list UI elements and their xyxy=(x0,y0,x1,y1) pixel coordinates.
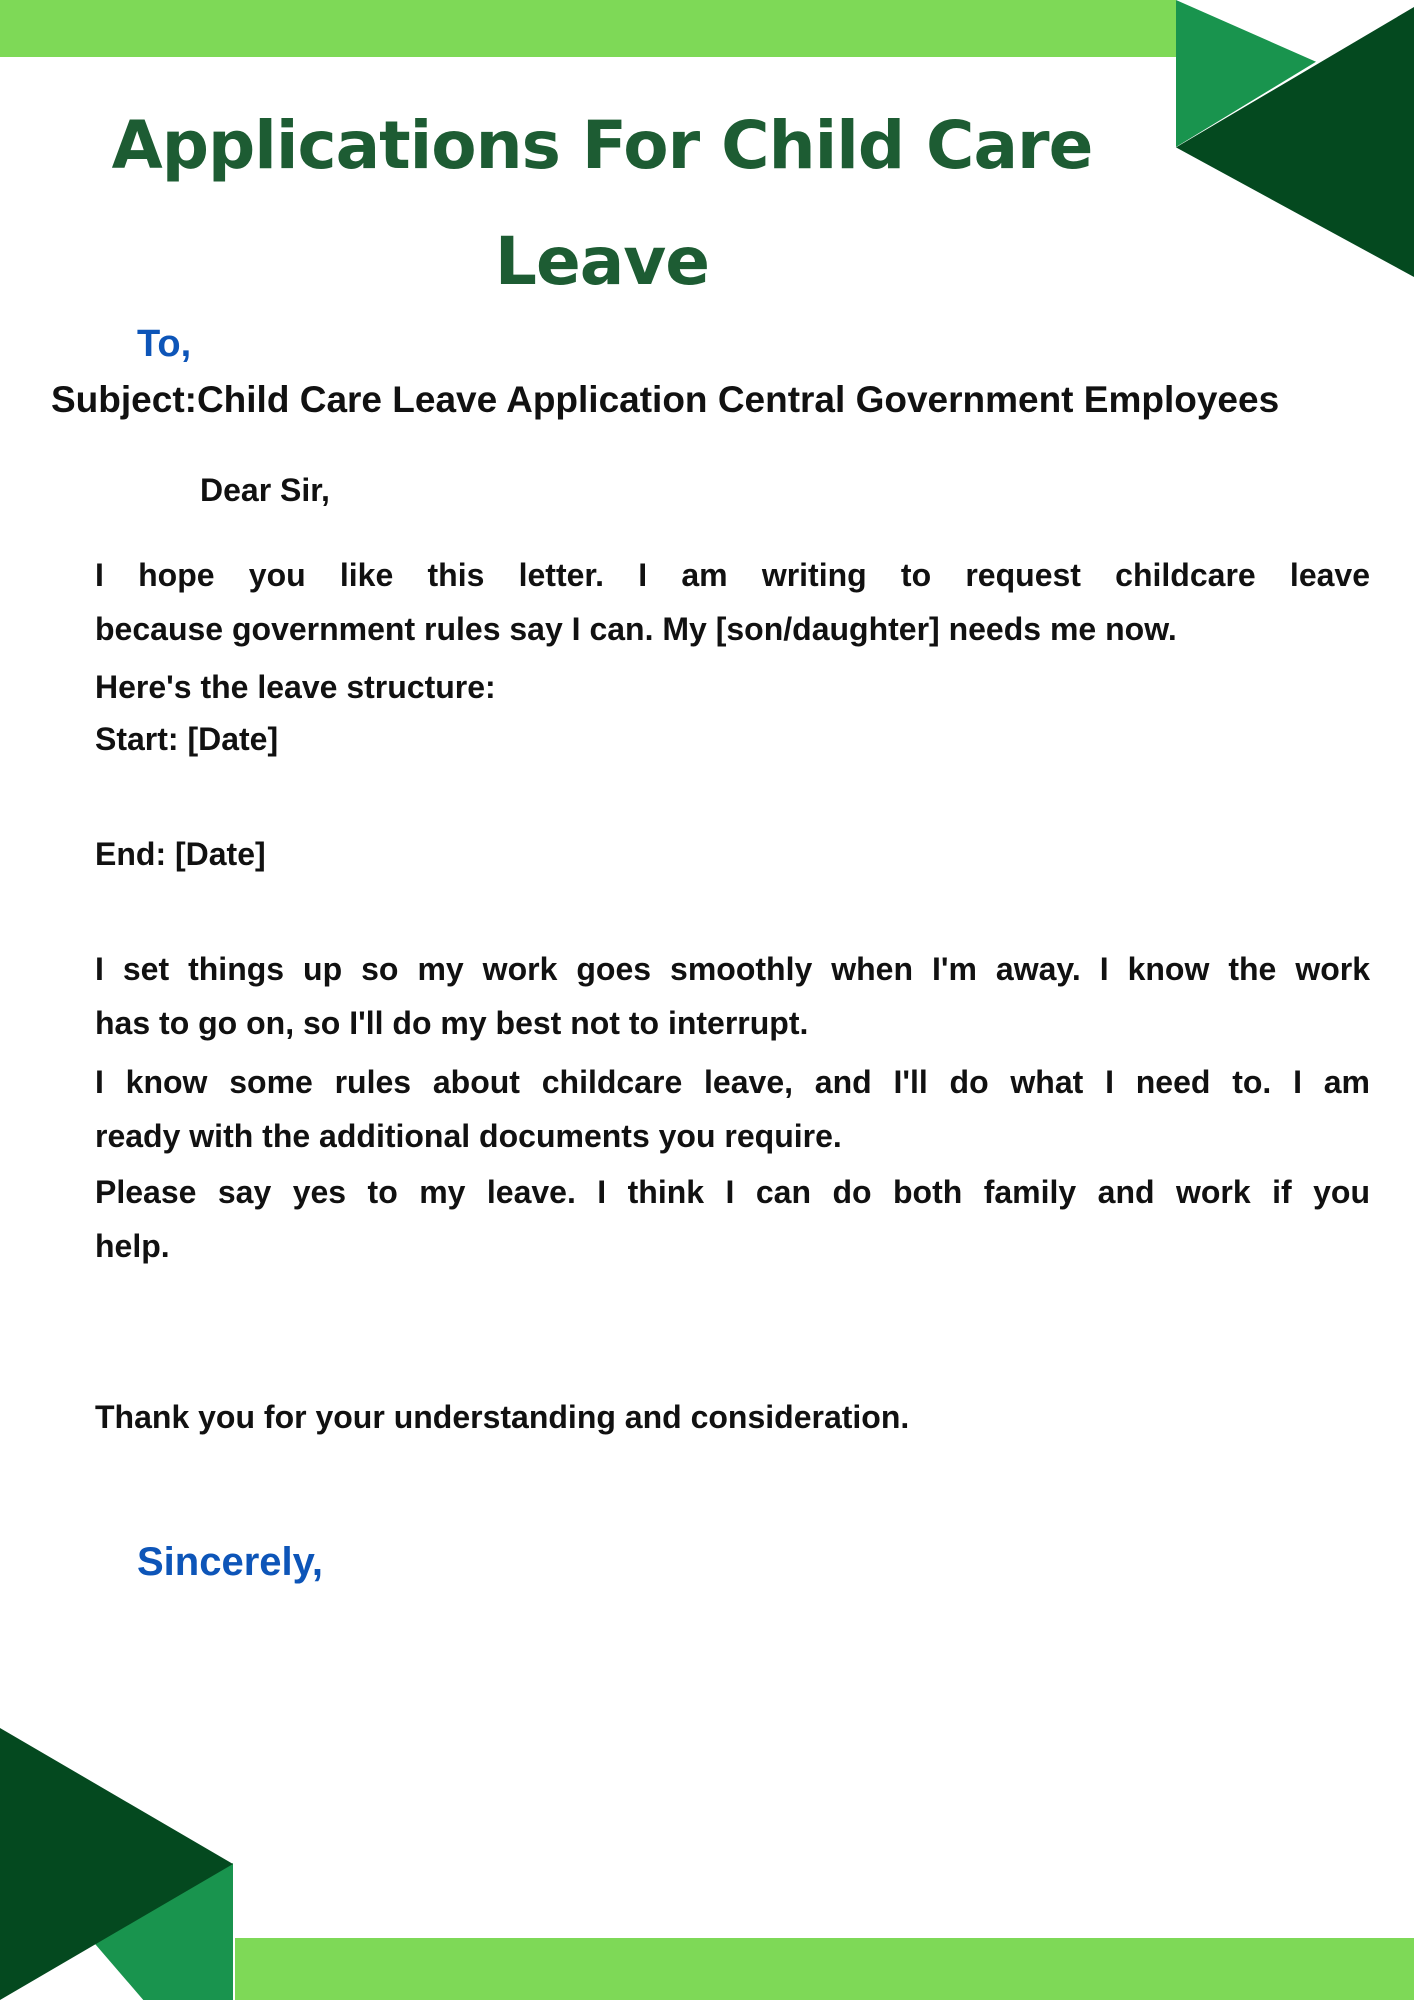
to-label: To, xyxy=(137,323,192,365)
top-green-bar xyxy=(0,0,1176,57)
salutation: Dear Sir, xyxy=(200,472,330,508)
letter-line: because government rules say I can. My [son/daughter] needs me now. xyxy=(95,611,1177,647)
letter-line: I hope you like this letter. I am writing to request childcare leave xyxy=(95,557,1370,593)
thank-you-line: Thank you for your understanding and consideration. xyxy=(95,1399,910,1435)
subject-line: Subject:Child Care Leave Application Central Government Employees xyxy=(51,379,1280,420)
start-date-line: Start: [Date] xyxy=(95,721,279,757)
letter-line: has to go on, so I'll do my best not to interrupt. xyxy=(95,1005,809,1041)
letter-line: help. xyxy=(95,1228,170,1264)
bottom-green-bar xyxy=(235,1938,1414,2000)
letter-line: I set things up so my work goes smoothly when I'm away. I know the work xyxy=(95,951,1370,987)
page-title-line2: Leave xyxy=(494,223,710,300)
page-title xyxy=(0,88,1204,320)
letter-line: I know some rules about childcare leave, and I'll do what I need to. I am xyxy=(95,1064,1370,1100)
paragraph-approval-request xyxy=(95,1165,1370,1273)
end-date-line: End: [Date] xyxy=(95,836,266,872)
paragraph-request xyxy=(95,548,1370,656)
paragraph-work-handover xyxy=(95,942,1370,1050)
paragraph-rules xyxy=(95,1055,1370,1163)
leave-structure-heading: Here's the leave structure: xyxy=(95,669,496,705)
letter-line: Please say yes to my leave. I think I can do both family and work if you xyxy=(95,1174,1370,1210)
letter-line: ready with the additional documents you require. xyxy=(95,1118,842,1154)
page-title-line1: Applications For Child Care xyxy=(111,107,1093,184)
closing-label: Sincerely, xyxy=(137,1540,324,1584)
